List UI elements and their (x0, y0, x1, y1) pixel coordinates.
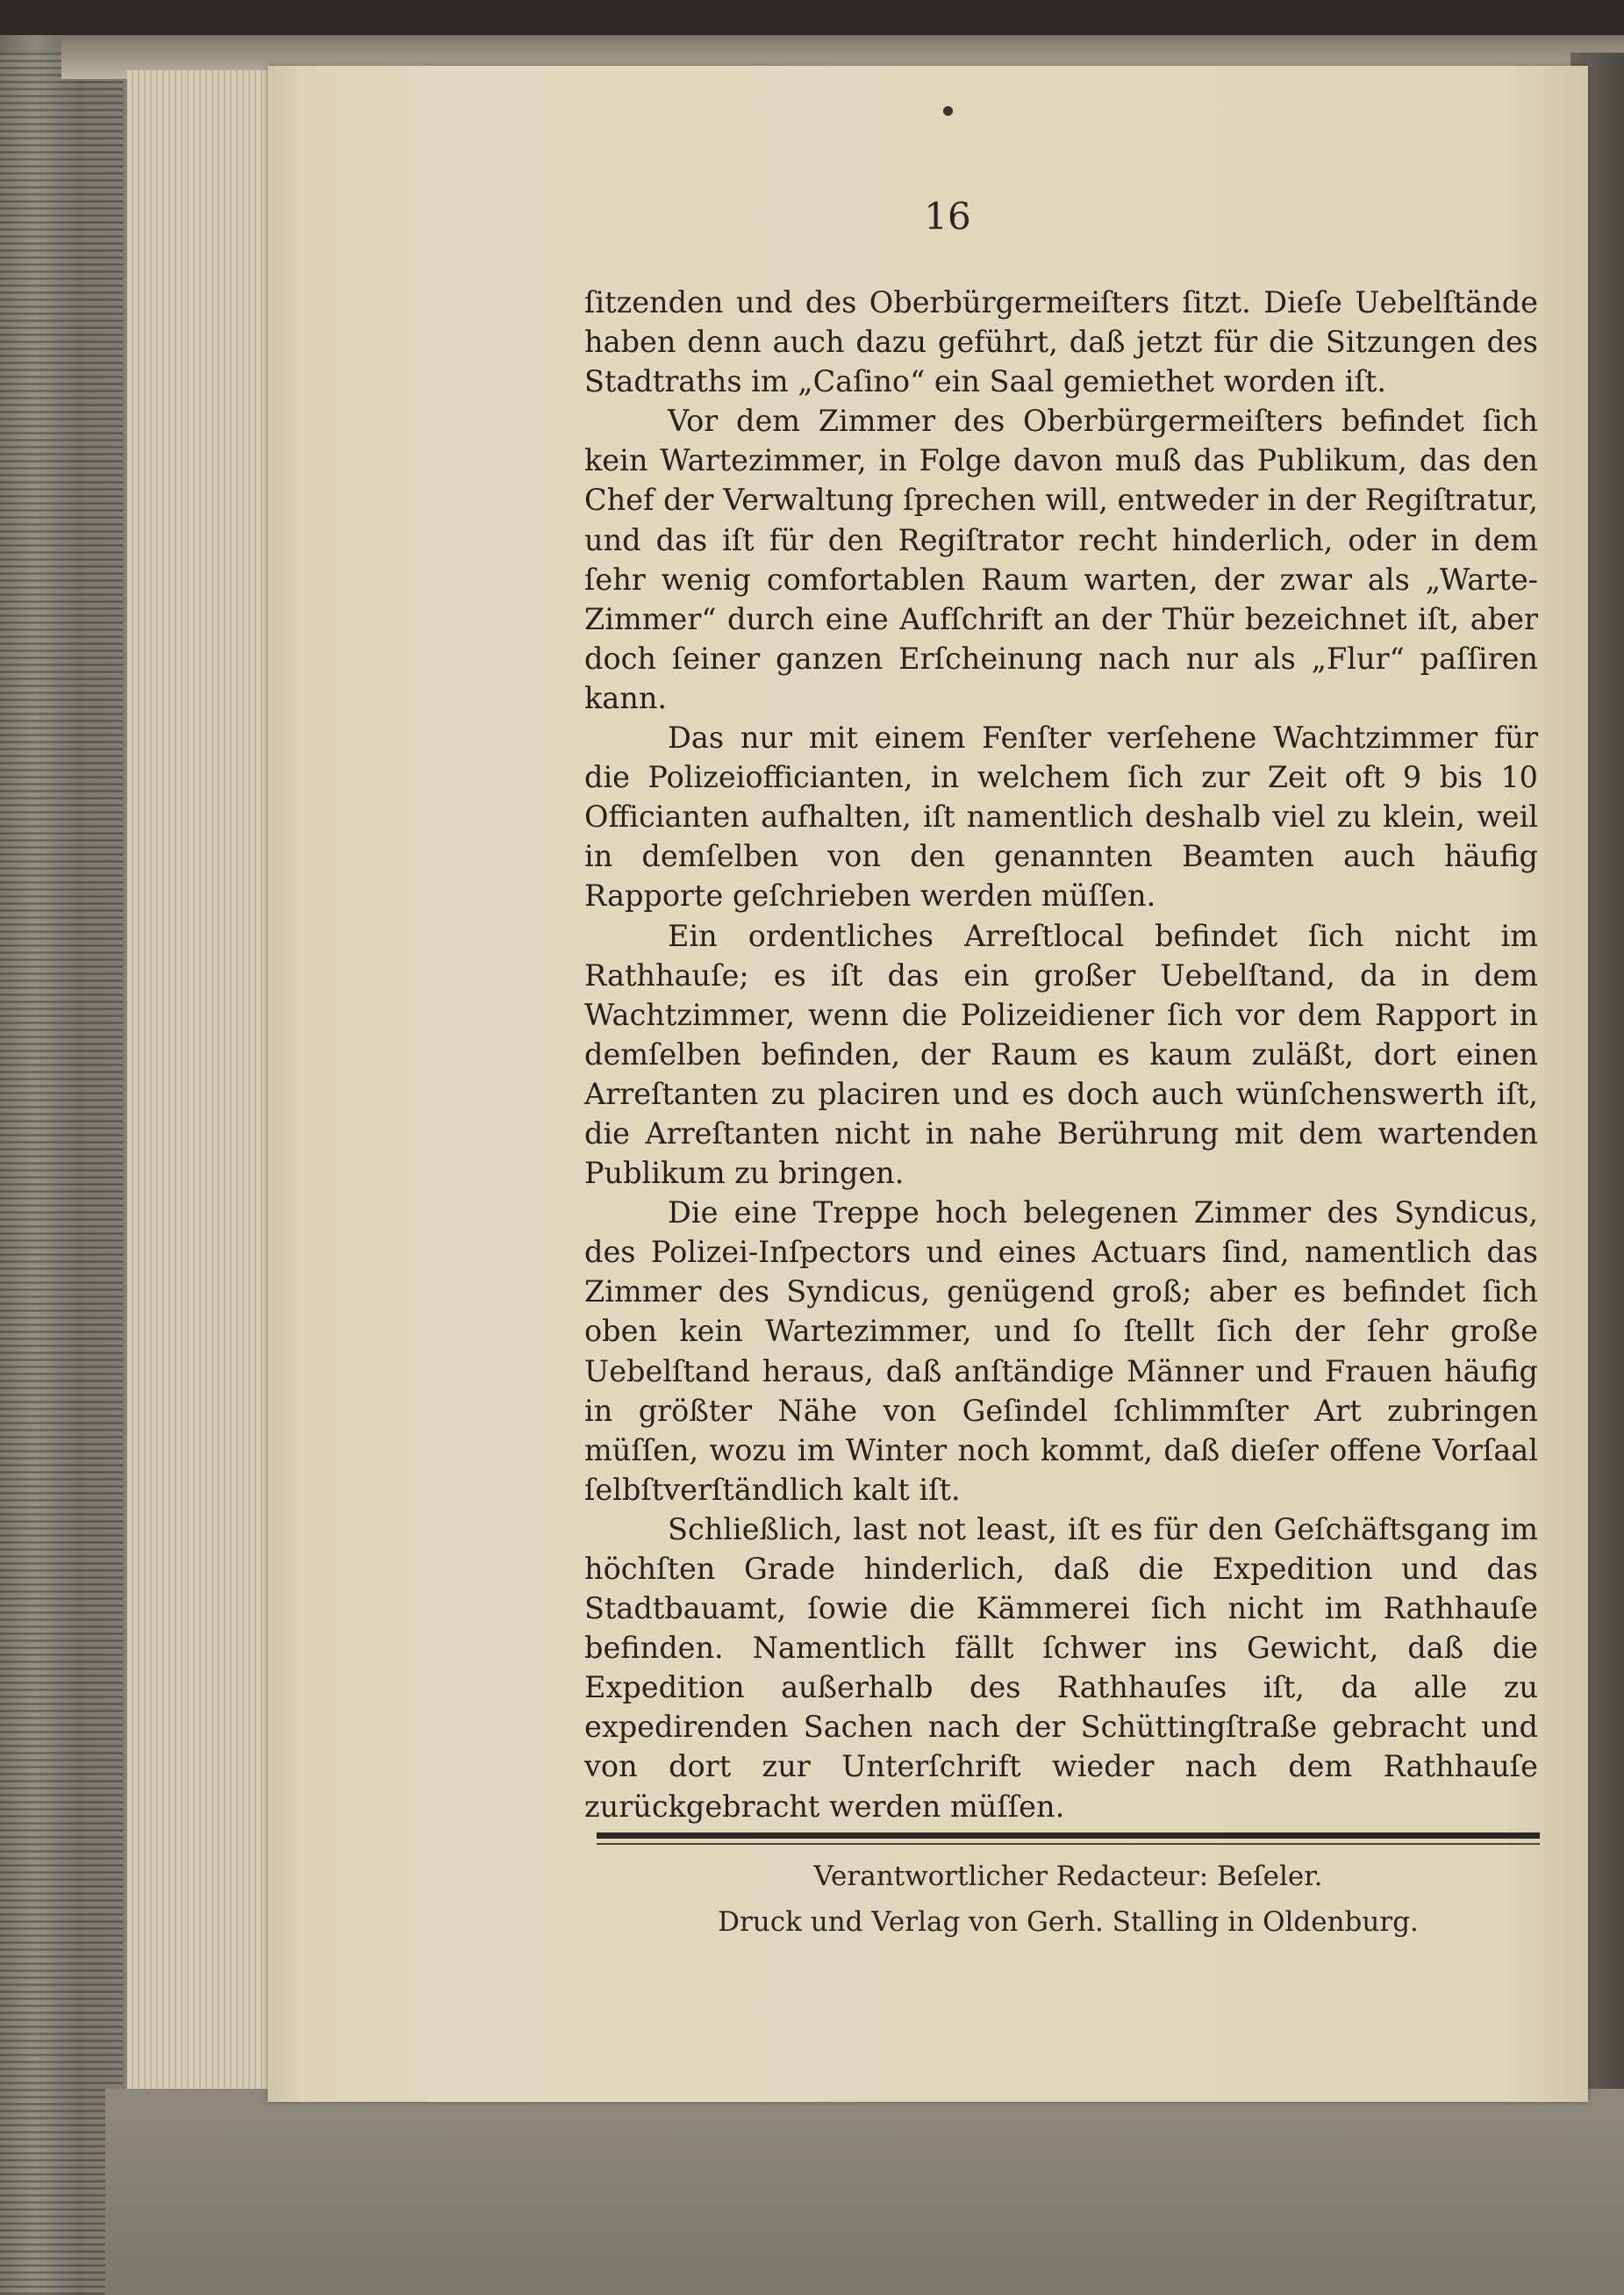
footer-rule-thick (597, 1832, 1540, 1839)
publisher-line: Druck und Verlag von Gerh. Stalling in Oldenburg. (718, 1906, 1419, 1938)
paragraph: Vor dem Zimmer des Oberbürgermeiſters befindet ſich kein Wartezimmer, in Folge davon muß das Publikum, das den Chef der Verwaltung ſprechen will, entweder in der Regiſtratur, und das iſt für den Regiſtrator recht hinderlich, oder in dem ſehr wenig comfortablen Raum warten, der zwar als „Warte-Zimmer“ durch eine Aufſchrift an der Thür bezeichnet iſt, aber doch ſeiner ganzen Erſcheinung nach nur als „Flur“ paſſiren kann. (584, 404, 1538, 715)
paragraph: Ein ordentliches Arreſtlocal befindet ſich nicht im Rathhauſe; es iſt das ein großer Uebelſtand, da in dem Wachtzimmer, wenn die Polizeidiener ſich vor dem Rapport in demſelben befinden, der Raum es kaum zuläßt, dort einen Arreſtanten zu placiren und es doch auch wünſchenswerth iſt, die Arreſtanten nicht in nahe Berührung mit dem wartenden Publikum zu bringen. (584, 918, 1538, 1191)
paragraph: Die eine Treppe hoch belegenen Zimmer des Syndicus, des Polizei-Inſpectors und eines Actuars ſind, namentlich das Zimmer des Syndicus, genügend groß; aber es befindet ſich oben kein Wartezimmer, und ſo ſtellt ſich der ſehr große Uebelſtand heraus, daß anſtändige Männer und Frauen häufig in größter Nähe von Geſindel ſchlimmſter Art zubringen müſſen, wozu im Winter noch kommt, daß dieſer offene Vorſaal ſelbſtverſtändlich kalt iſt. (584, 1195, 1538, 1507)
page-stack-edges (127, 70, 276, 2089)
ink-dot (943, 106, 953, 116)
footer-rule-thin (597, 1843, 1540, 1845)
editor-line: Verantwortlicher Redacteur: Beſeler. (813, 1861, 1323, 1892)
page-number: 16 (924, 195, 971, 238)
paragraph: ſitzenden und des Oberbürgermeiſters ſitzt. Dieſe Uebelſtände haben denn auch dazu geführt, daß jetzt für die Sitzungen des Stadtraths im „Caſino“ ein Saal gemiethet worden iſt. (584, 285, 1538, 399)
cover-bottom-edge (105, 2089, 1624, 2295)
paragraph: Schließlich, last not least, iſt es für den Geſchäftsgang im höchſten Grade hinderlich, daß die Expedition und das Stadtbauamt, ſowie die Kämmerei ſich nicht im Rathhauſe befinden. Namentlich fällt ſchwer ins Gewicht, daß die Expedition außerhalb des Rathhauſes iſt, da alle zu expedirenden Sachen nach der Schüttingſtraße gebracht und von dort zur Unterſchrift wieder nach dem Rathhauſe zurückgebracht werden müſſen. (584, 1511, 1538, 1824)
body-text (584, 283, 1538, 1826)
paragraph: Das nur mit einem Fenſter verſehene Wachtzimmer für die Polizeiofficianten, in welchem ſich zur Zeit oft 9 bis 10 Officianten aufhalten, iſt namentlich deshalb viel zu klein, weil in demſelben von den genannten Beamten auch häufig Rapporte geſchrieben werden müſſen. (584, 721, 1538, 914)
cover-marbling (0, 53, 123, 2295)
